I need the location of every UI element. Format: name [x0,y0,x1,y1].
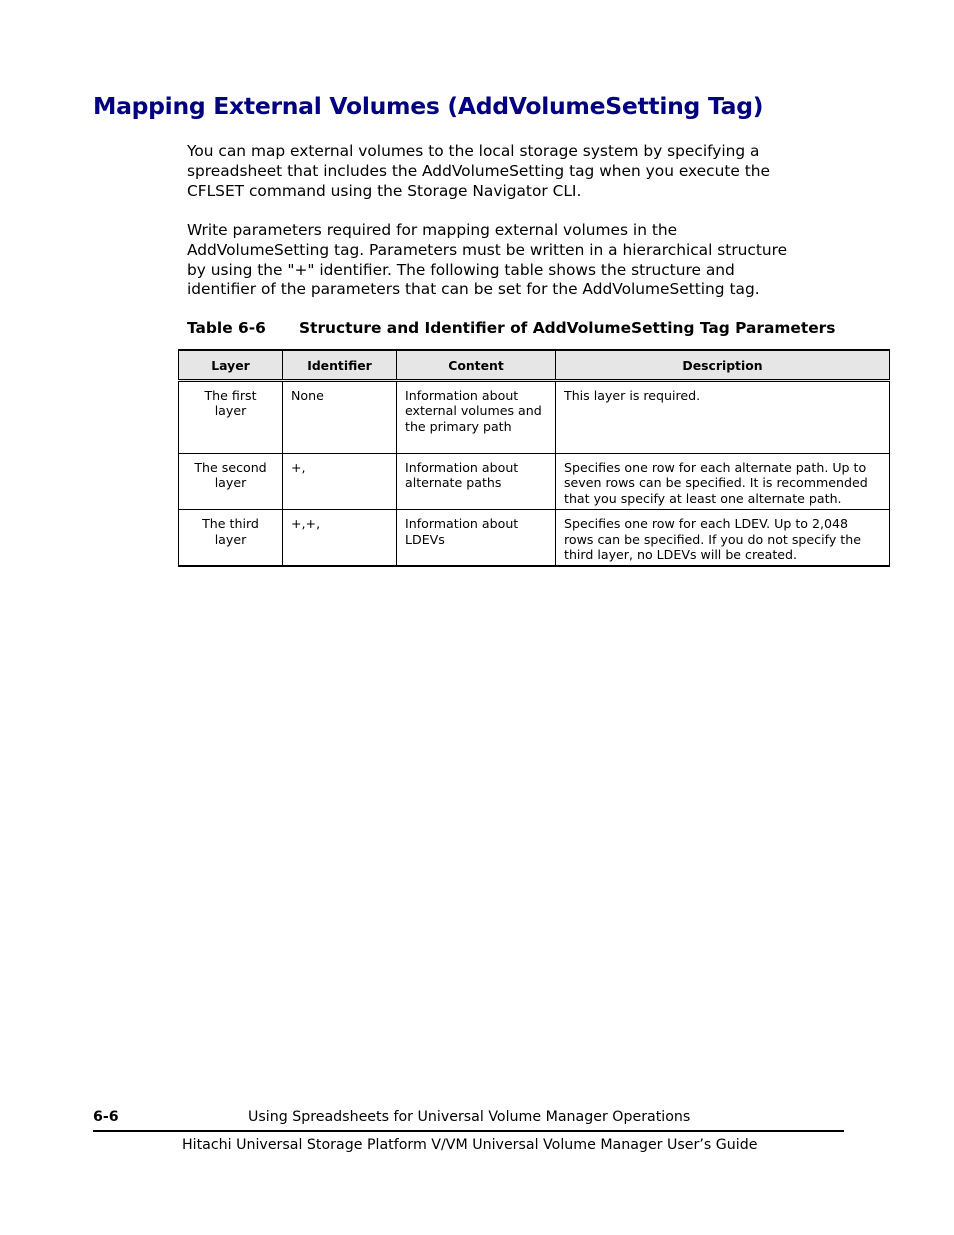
table-caption-title: Structure and Identifier of AddVolumeSetting Tag Parameters [299,319,836,337]
cell-identifier: None [283,381,397,454]
parameters-table [178,349,890,567]
section-heading: Mapping External Volumes (AddVolumeSetting Tag) [93,92,764,120]
cell-identifier: +,+, [283,510,397,567]
cell-layer: The first layer [179,381,283,454]
cell-identifier: +, [283,454,397,510]
table-header-row [179,350,890,381]
cell-layer: The second layer [179,454,283,510]
table-row [179,510,890,567]
cell-description: This layer is required. [556,381,890,454]
header-description: Description [556,350,890,381]
header-identifier: Identifier [283,350,397,381]
cell-description: Specifies one row for each alternate path. Up to seven rows can be specified. It is recommended that you specify at least one alternate path. [556,454,890,510]
page-number: 6-6 [93,1109,119,1125]
footer-chapter-title: Using Spreadsheets for Universal Volume Manager Operations [248,1109,691,1125]
parameters-paragraph: Write parameters required for mapping external volumes in the AddVolumeSetting tag. Parameters must be written in a hierarchical structure by using the "+" identifier. The following table shows the structure and identifier of the parameters that can be set for the AddVolumeSetting tag. [187,221,788,299]
table-caption [187,319,835,337]
cell-content: Information about LDEVs [397,510,556,567]
table-row [179,381,890,454]
intro-paragraph: You can map external volumes to the local storage system by specifying a spreadsheet that includes the AddVolumeSetting tag when you execute the CFLSET command using the Storage Navigator CLI. [187,142,771,200]
header-layer: Layer [179,350,283,381]
page-footer [93,1108,844,1132]
cell-content: Information about alternate paths [397,454,556,510]
footer-guide-title: Hitachi Universal Storage Platform V/VM Universal Volume Manager User’s Guide [182,1137,758,1153]
table-row [179,454,890,510]
cell-layer: The third layer [179,510,283,567]
cell-content: Information about external volumes and the primary path [397,381,556,454]
cell-description: Specifies one row for each LDEV. Up to 2,048 rows can be specified. If you do not specify the third layer, no LDEVs will be created. [556,510,890,567]
header-content: Content [397,350,556,381]
table-caption-number: Table 6-6 [187,319,266,337]
